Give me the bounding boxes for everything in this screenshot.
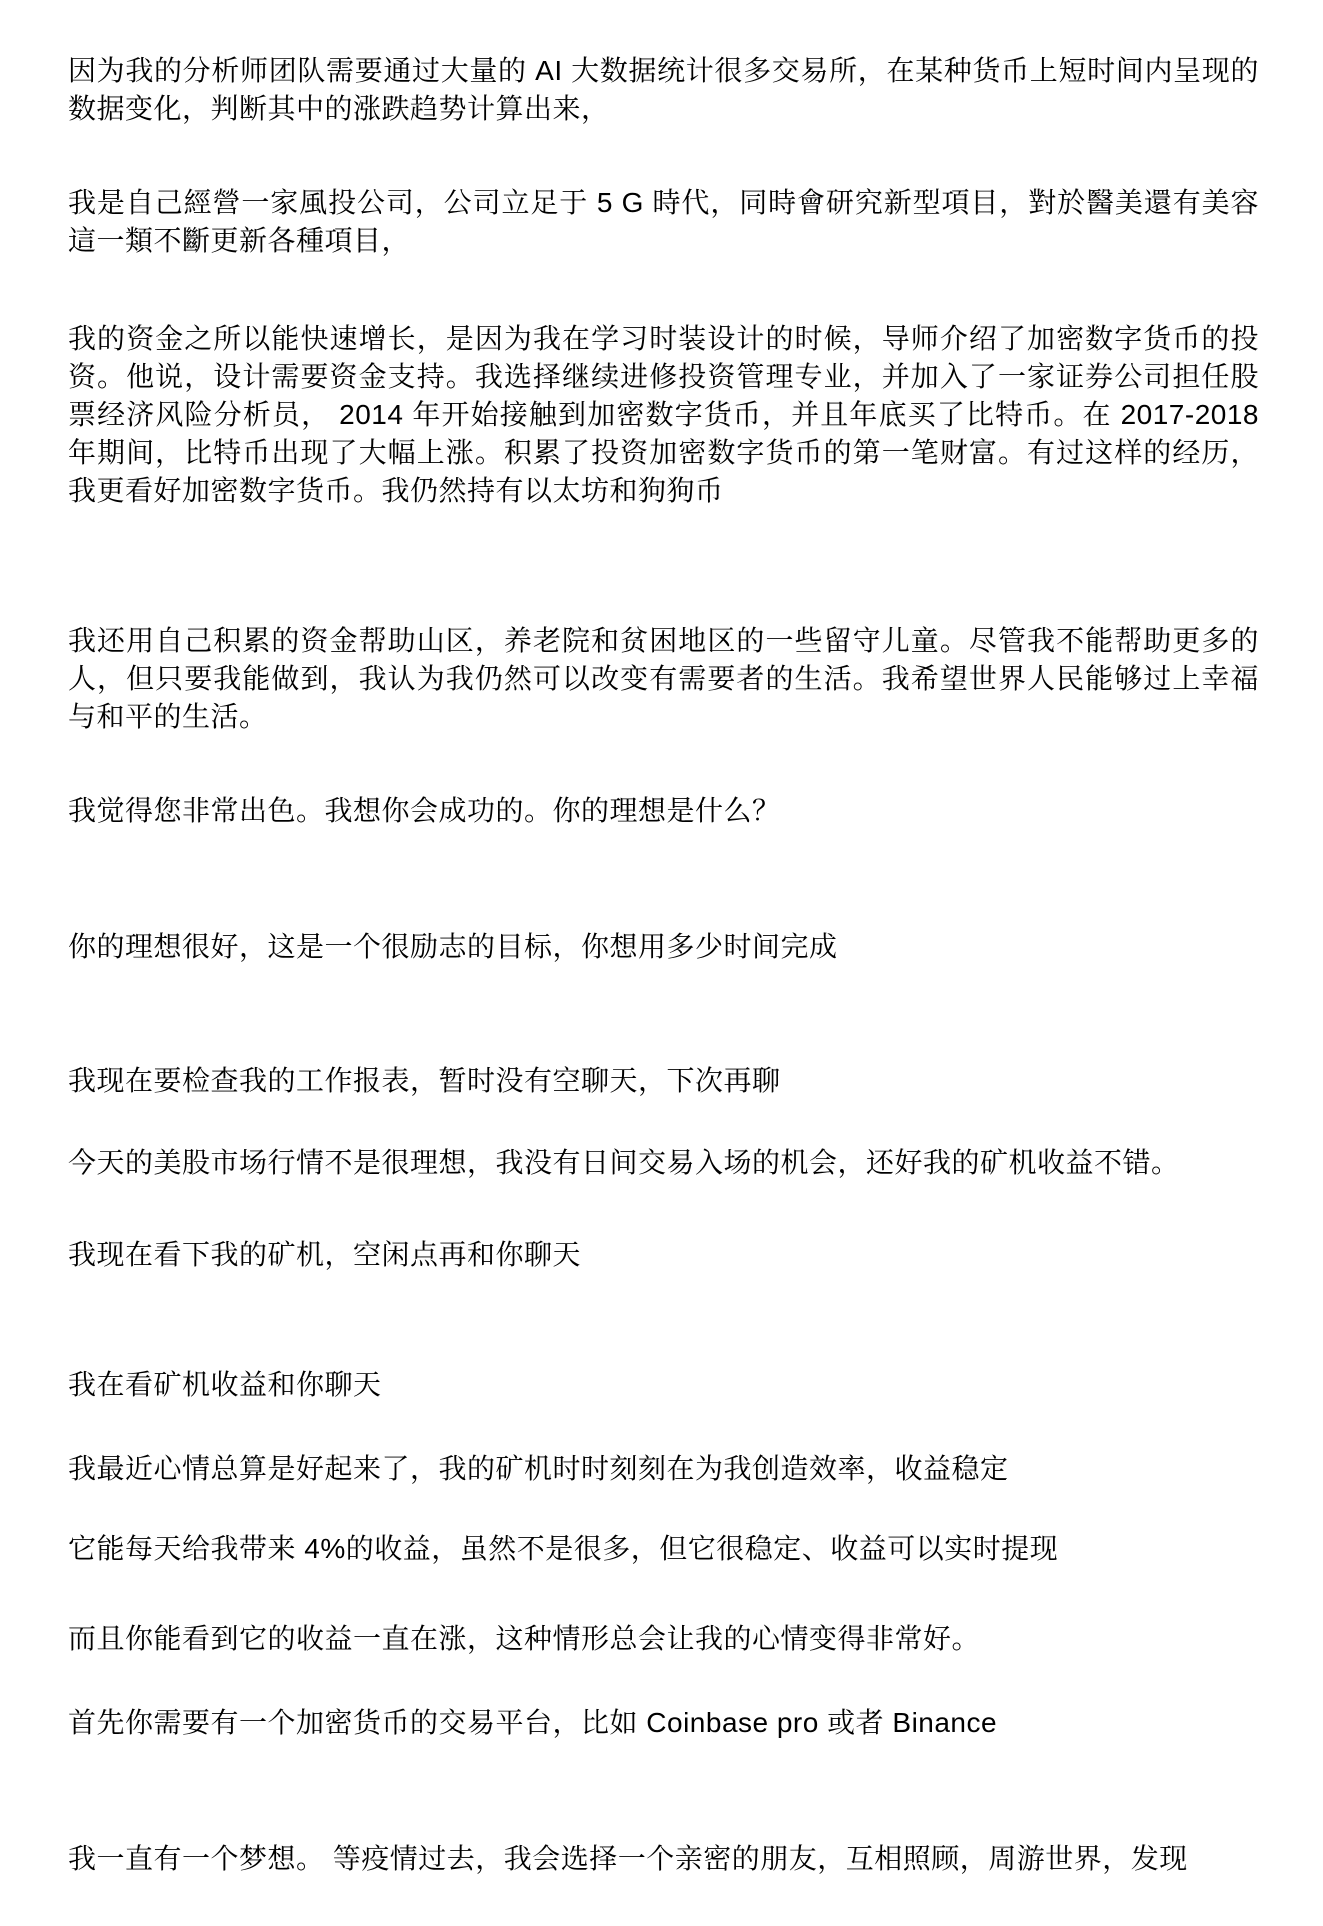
paragraph-exchange-platform: 首先你需要有一个加密货币的交易平台，比如 Coinbase pro 或者 Binance — [68, 1707, 998, 1738]
paragraph-daily-return: 它能每天给我带来 4%的收益，虽然不是很多，但它很稳定、收益可以实时提现 — [68, 1533, 1059, 1564]
paragraph-mood-better: 我最近心情总算是好起来了，我的矿机时时刻刻在为我创造效率，收益稳定 — [68, 1453, 1009, 1484]
paragraph-watching-miner: 我在看矿机收益和你聊天 — [68, 1369, 382, 1400]
paragraph-rising-profit: 而且你能看到它的收益一直在涨，这种情形总会让我的心情变得非常好。 — [68, 1623, 981, 1654]
paragraph-vc-company: 我是自己經營一家風投公司，公司立足于 5 G 時代，同時會研究新型項目，對於醫美還有美容這一類不斷更新各種項目， — [68, 187, 1259, 256]
paragraph-check-miner: 我现在看下我的矿机，空闲点再和你聊天 — [68, 1239, 582, 1270]
paragraph-us-stock-market: 今天的美股市场行情不是很理想，我没有日间交易入场的机会，还好我的矿机收益不错。 — [68, 1147, 1180, 1178]
paragraph-compliment: 我觉得您非常出色。我想你会成功的。你的理想是什么？ — [68, 795, 781, 826]
paragraph-ideal-goal: 你的理想很好，这是一个很励志的目标，你想用多少时间完成 — [68, 931, 838, 962]
document-body — [68, 52, 1259, 1878]
paragraph-dream-travel: 我一直有一个梦想。 等疫情过去，我会选择一个亲密的朋友，互相照顾，周游世界，发现 — [68, 1843, 1188, 1874]
paragraph-funding-history: 我的资金之所以能快速增长，是因为我在学习时装设计的时候，导师介绍了加密数字货币的投资。他说，设计需要资金支持。我选择继续进修投资管理专业，并加入了一家证券公司担任股票经济风险分析员， 2014 年开始接触到加密数字货币，并且年底买了比特币。在 2017-2018 年期间，比特币出现了大幅上涨。积累了投资加密数字货币的第一笔财富。有过这样的经历，我更看好加密数字货币。我仍然持有以太坊和狗狗币 — [68, 323, 1259, 506]
paragraph-analyst-team: 因为我的分析师团队需要通过大量的 AI 大数据统计很多交易所，在某种货币上短时间内呈现的数据变化，判断其中的涨跌趋势计算出来， — [68, 55, 1259, 124]
paragraph-work-report: 我现在要检查我的工作报表，暂时没有空聊天，下次再聊 — [68, 1065, 781, 1096]
paragraph-charity: 我还用自己积累的资金帮助山区，养老院和贫困地区的一些留守儿童。尽管我不能帮助更多的人，但只要我能做到，我认为我仍然可以改变有需要者的生活。我希望世界人民能够过上幸福与和平的生活。 — [68, 625, 1259, 732]
